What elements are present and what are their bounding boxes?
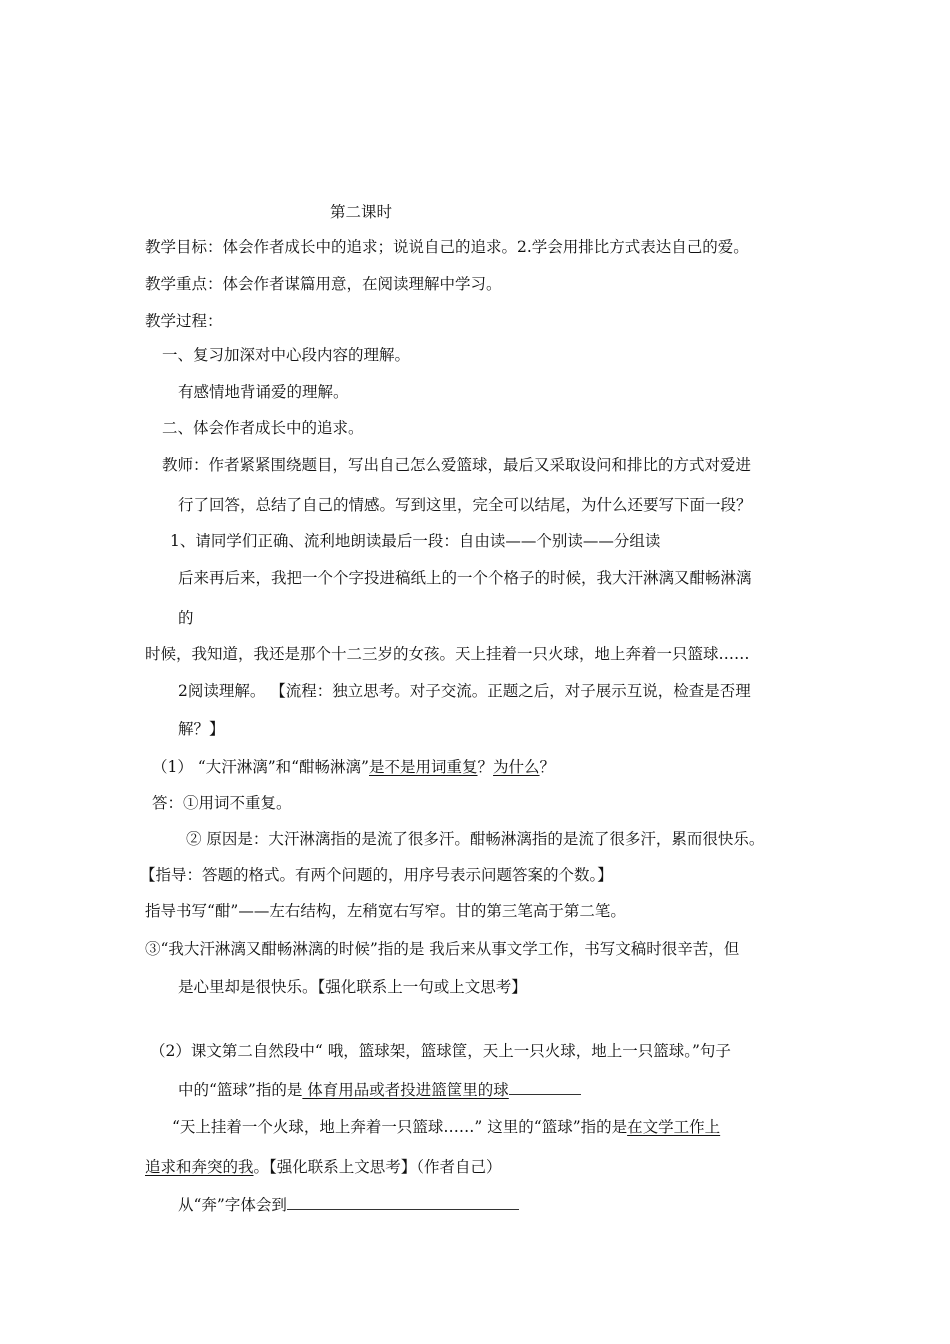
- question-two-answer-2a: 在文学工作上: [627, 1118, 721, 1136]
- question-one: [152, 757, 555, 777]
- teacher-line-2: 行了回答，总结了自己的情感。写到这里，完全可以结尾，为什么还要写下面一段？: [178, 496, 752, 514]
- teaching-focus: 教学重点：体会作者谋篇用意，在阅读理解中学习。: [145, 275, 502, 293]
- question-two-line-1: （2）课文第二自然段中“ 哦，篮球架，篮球筐，天上一只火球，地上一只篮球。”句子: [150, 1042, 731, 1060]
- passage-line-3: 时候，我知道，我还是那个十二三岁的女孩。天上挂着一只火球，地上奔着一只篮球……: [145, 645, 750, 663]
- answer-three-line-1: ③“我大汗淋漓又酣畅淋漓的时候”指的是 我后来从事文学工作，书写文稿时很辛苦，但: [145, 940, 740, 958]
- question-one-end: ？: [539, 758, 556, 776]
- answer-one: 答：①用词不重复。: [152, 794, 292, 812]
- question-two-answer-1: 体育用品或者投进篮筐里的球: [302, 1081, 509, 1099]
- question-three: [178, 1195, 519, 1215]
- read-instruction: 1、请同学们正确、流利地朗读最后一段：自由读——个别读——分组读: [170, 532, 661, 550]
- question-two-line-2-prefix: 中的“篮球”指的是: [178, 1081, 303, 1099]
- flow-line-2: 解？】: [178, 720, 225, 738]
- step-one-activity: 有感情地背诵爱的理解。: [178, 383, 349, 401]
- question-one-mid: ？: [477, 758, 494, 776]
- lesson-title: 第二课时: [330, 203, 393, 221]
- question-two-line-4: [145, 1157, 502, 1177]
- answer-blank-2[interactable]: [287, 1195, 519, 1210]
- teaching-goal: 教学目标：体会作者成长中的追求；说说自己的追求。2.学会用排比方式表达自己的爱。: [145, 238, 749, 256]
- question-two-line-2: [178, 1080, 581, 1100]
- teaching-process: 教学过程：: [145, 312, 223, 330]
- question-two-line-4-rest: 。【强化联系上文思考】（作者自己）: [253, 1158, 502, 1176]
- step-two: 二、体会作者成长中的追求。: [162, 419, 364, 437]
- passage-line-2: 的: [178, 609, 194, 627]
- answer-blank-1: [509, 1080, 581, 1095]
- question-one-underline-1: 是不是用词重复: [369, 758, 478, 776]
- answer-three-line-2: 是心里却是很快乐。【强化联系上一句或上文思考】: [178, 978, 527, 996]
- teacher-line-1: 教师：作者紧紧围绕题目，写出自己怎么爱篮球，最后又采取设问和排比的方式对爱进: [162, 456, 752, 474]
- passage-line-1: 后来再后来，我把一个个字投进稿纸上的一个个格子的时候，我大汗淋漓又酣畅淋漓: [178, 569, 752, 587]
- question-two-answer-2b: 追求和奔突的我: [145, 1158, 254, 1176]
- step-one: 一、复习加深对中心段内容的理解。: [162, 346, 411, 364]
- question-one-underline-2: 为什么: [493, 758, 540, 776]
- question-two-line-3-prefix: “天上挂着一个火球，地上奔着一只篮球……” 这里的“篮球”指的是: [172, 1118, 628, 1136]
- flow-line-1: 2阅读理解。 【流程：独立思考。对子交流。正题之后，对子展示互说，检查是否理: [178, 682, 751, 700]
- guide-note: 【指导：答题的格式。有两个问题的，用序号表示问题答案的个数。】: [140, 866, 613, 884]
- writing-guide: 指导书写“酣”——左右结构，左稍宽右写窄。甘的第三笔高于第二笔。: [145, 902, 626, 920]
- question-one-prefix: （1） “大汗淋漓”和“酣畅淋漓”: [152, 758, 369, 776]
- question-three-prompt: 从“奔”字体会到: [178, 1196, 287, 1214]
- question-two-line-3: [172, 1117, 720, 1137]
- answer-two: ② 原因是：大汗淋漓指的是流了很多汗。酣畅淋漓指的是流了很多汗，累而很快乐。: [186, 830, 765, 848]
